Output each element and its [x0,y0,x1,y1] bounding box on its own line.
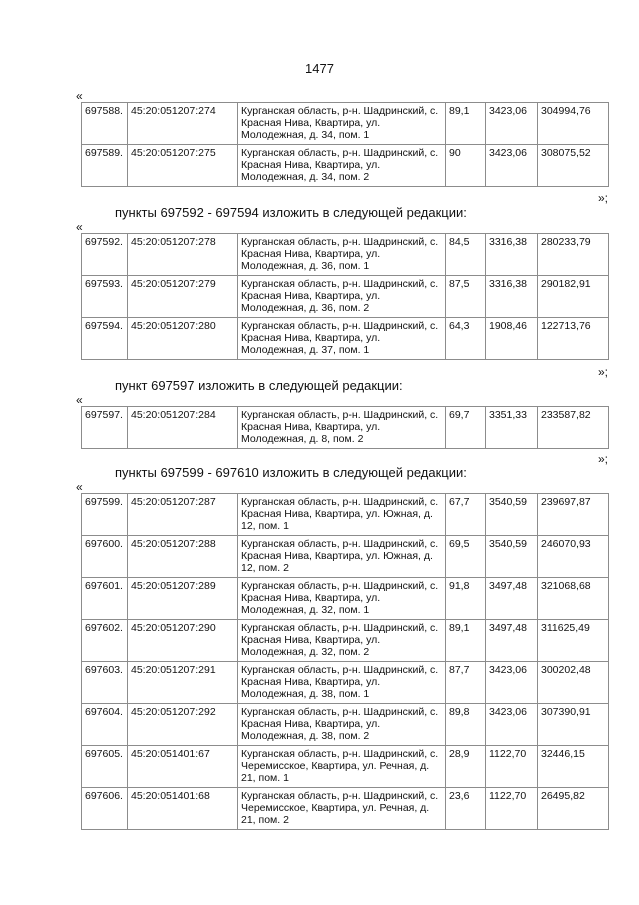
item-number: 697601. [82,578,128,620]
area: 67,7 [446,494,486,536]
item-number: 697588. [82,103,128,145]
area: 87,7 [446,662,486,704]
cadastral-value: 233587,82 [538,407,609,449]
table-row [82,536,609,578]
table-row [82,788,609,830]
cadastral-number: 45:20:051207:278 [128,234,238,276]
rate: 3497,48 [486,620,538,662]
cadastral-value: 300202,48 [538,662,609,704]
section-instruction: пункты 697592 - 697594 изложить в следующей редакции: [115,205,467,220]
section-instruction: пункты 697599 - 697610 изложить в следующей редакции: [115,465,467,480]
table-row [82,662,609,704]
cadastral-value: 26495,82 [538,788,609,830]
table-row [82,234,609,276]
cadastral-number: 45:20:051207:279 [128,276,238,318]
close-mark: »; [597,452,608,466]
rate: 3423,06 [486,103,538,145]
table-row [82,620,609,662]
registry-table-1 [81,102,609,187]
cadastral-value: 122713,76 [538,318,609,360]
item-number: 697600. [82,536,128,578]
rate: 3540,59 [486,494,538,536]
area: 89,8 [446,704,486,746]
cadastral-value: 308075,52 [538,145,609,187]
cadastral-value: 32446,15 [538,746,609,788]
cadastral-number: 45:20:051207:275 [128,145,238,187]
address: Курганская область, р-н. Шадринский, с. Красная Нива, Квартира, ул. Молодежная, д. 8, пом. 2 [238,407,446,449]
table-row [82,103,609,145]
cadastral-value: 239697,87 [538,494,609,536]
cadastral-value: 290182,91 [538,276,609,318]
table-row [82,145,609,187]
area: 87,5 [446,276,486,318]
cadastral-number: 45:20:051401:67 [128,746,238,788]
open-quote: « [76,220,83,234]
item-number: 697606. [82,788,128,830]
rate: 3316,38 [486,234,538,276]
area: 69,7 [446,407,486,449]
area: 69,5 [446,536,486,578]
address: Курганская область, р-н. Шадринский, с. Красная Нива, Квартира, ул. Молодежная, д. 36, пом. 2 [238,276,446,318]
area: 90 [446,145,486,187]
item-number: 697605. [82,746,128,788]
cadastral-value: 307390,91 [538,704,609,746]
item-number: 697602. [82,620,128,662]
cadastral-value: 321068,68 [538,578,609,620]
area: 23,6 [446,788,486,830]
cadastral-value: 311625,49 [538,620,609,662]
rate: 3540,59 [486,536,538,578]
address: Курганская область, р-н. Шадринский, с. Красная Нива, Квартира, ул. Молодежная, д. 38, пом. 2 [238,704,446,746]
cadastral-value: 280233,79 [538,234,609,276]
area: 84,5 [446,234,486,276]
cadastral-number: 45:20:051207:284 [128,407,238,449]
item-number: 697599. [82,494,128,536]
area: 91,8 [446,578,486,620]
address: Курганская область, р-н. Шадринский, с. Красная Нива, Квартира, ул. Молодежная, д. 38, пом. 1 [238,662,446,704]
registry-table-4 [81,493,609,830]
registry-table-2 [81,233,609,360]
address: Курганская область, р-н. Шадринский, с. Красная Нива, Квартира, ул. Молодежная, д. 32, пом. 1 [238,578,446,620]
address: Курганская область, р-н. Шадринский, с. Красная Нива, Квартира, ул. Молодежная, д. 36, пом. 1 [238,234,446,276]
area: 89,1 [446,103,486,145]
item-number: 697593. [82,276,128,318]
table-row [82,407,609,449]
item-number: 697589. [82,145,128,187]
cadastral-number: 45:20:051401:68 [128,788,238,830]
cadastral-number: 45:20:051207:274 [128,103,238,145]
rate: 3423,06 [486,662,538,704]
address: Курганская область, р-н. Шадринский, с. Красная Нива, Квартира, ул. Молодежная, д. 32, пом. 2 [238,620,446,662]
page-number: 1477 [305,61,334,76]
item-number: 697603. [82,662,128,704]
registry-table-3 [81,406,609,449]
address: Курганская область, р-н. Шадринский, с. Красная Нива, Квартира, ул. Молодежная, д. 37, пом. 1 [238,318,446,360]
rate: 1122,70 [486,788,538,830]
cadastral-number: 45:20:051207:292 [128,704,238,746]
item-number: 697604. [82,704,128,746]
table-row [82,318,609,360]
area: 89,1 [446,620,486,662]
address: Курганская область, р-н. Шадринский, с. Красная Нива, Квартира, ул. Молодежная, д. 34, пом. 1 [238,103,446,145]
address: Курганская область, р-н. Шадринский, с. Черемисское, Квартира, ул. Речная, д. 21, пом. 1 [238,746,446,788]
rate: 3423,06 [486,704,538,746]
rate: 3351,33 [486,407,538,449]
open-quote: « [76,393,83,407]
cadastral-number: 45:20:051207:280 [128,318,238,360]
cadastral-number: 45:20:051207:287 [128,494,238,536]
address: Курганская область, р-н. Шадринский, с. Красная Нива, Квартира, ул. Южная, д. 12, пом. 2 [238,536,446,578]
close-mark: »; [597,191,608,205]
cadastral-number: 45:20:051207:290 [128,620,238,662]
table-row [82,276,609,318]
close-mark: »; [597,365,608,379]
item-number: 697597. [82,407,128,449]
rate: 3497,48 [486,578,538,620]
table-row [82,578,609,620]
rate: 1908,46 [486,318,538,360]
rate: 3316,38 [486,276,538,318]
cadastral-number: 45:20:051207:289 [128,578,238,620]
address: Курганская область, р-н. Шадринский, с. Черемисское, Квартира, ул. Речная, д. 21, пом. 2 [238,788,446,830]
rate: 1122,70 [486,746,538,788]
section-instruction: пункт 697597 изложить в следующей редакции: [115,378,403,393]
table-row [82,704,609,746]
address: Курганская область, р-н. Шадринский, с. Красная Нива, Квартира, ул. Молодежная, д. 34, пом. 2 [238,145,446,187]
address: Курганская область, р-н. Шадринский, с. Красная Нива, Квартира, ул. Южная, д. 12, пом. 1 [238,494,446,536]
table-row [82,494,609,536]
cadastral-value: 246070,93 [538,536,609,578]
table-row [82,746,609,788]
item-number: 697592. [82,234,128,276]
item-number: 697594. [82,318,128,360]
area: 64,3 [446,318,486,360]
cadastral-value: 304994,76 [538,103,609,145]
open-quote: « [76,89,83,103]
area: 28,9 [446,746,486,788]
rate: 3423,06 [486,145,538,187]
cadastral-number: 45:20:051207:288 [128,536,238,578]
cadastral-number: 45:20:051207:291 [128,662,238,704]
open-quote: « [76,480,83,494]
